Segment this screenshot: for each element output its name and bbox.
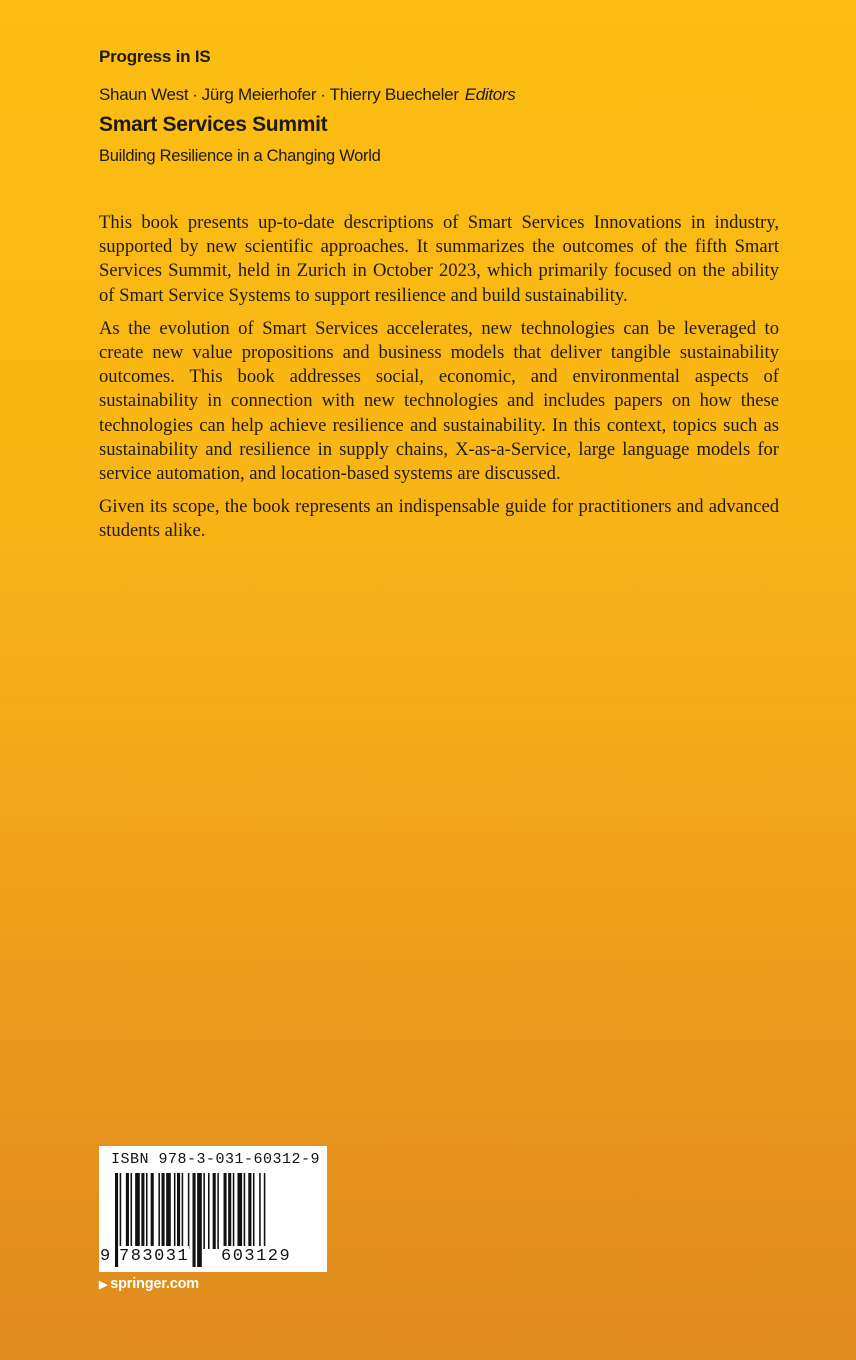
barcode-first-digit: 9 [100,1247,111,1266]
barcode-bar [217,1173,219,1249]
editor-name: Jürg Meierhofer [201,85,317,104]
book-subtitle: Building Resilience in a Changing World [99,147,381,165]
barcode-bar [158,1173,160,1249]
barcode-bar [233,1173,235,1249]
barcode-bar [188,1173,190,1249]
barcode-left-digits: 783031 [119,1247,190,1266]
book-description [99,211,779,553]
barcode-bar [135,1173,140,1249]
barcode-bar [244,1173,246,1249]
barcode-bar [224,1173,227,1249]
description-paragraph: Given its scope, the book represents an indispensable guide for practitioners and advanced students alike. [99,496,779,542]
book-title: Smart Services Summit [99,113,328,136]
barcode-bar [264,1173,266,1249]
editor-separator: · [192,85,198,104]
barcode-bar [203,1173,205,1249]
barcode-bar [141,1173,144,1249]
arrow-right-icon: ▶ [99,1278,108,1291]
editors-role: Editors [464,85,516,104]
barcode-bar [237,1173,242,1249]
isbn-label: ISBN 978-3-031-60312-9 [111,1151,321,1168]
publisher-website-link[interactable] [99,1276,199,1292]
barcode-bar [131,1173,133,1249]
editor-name: Thierry Buecheler [329,85,459,104]
isbn-barcode [99,1146,327,1272]
description-paragraph: As the evolution of Smart Services accelerates, new technologies can be leveraged to create new value propositions and business models that deliver tangible sustainability outcomes. This book addresses social, economic, and environmental aspects of sustainability in connection with new technologies and includes papers on how these technologies can help achieve resilience and sustainability. In this context, topics such as sustainability and resilience in supply chains, X-as-a-Service, large language models for service automation, and location-based systems are discussed. [99,317,779,485]
barcode-right-digits: 603129 [221,1247,292,1266]
barcode-bar [228,1173,231,1249]
barcode-bar [213,1173,216,1249]
barcode-bar [208,1173,210,1249]
editor-name: Shaun West [99,85,189,104]
barcode-digits [99,1246,327,1270]
publisher-website: springer.com [110,1276,199,1292]
description-paragraph: This book presents up-to-date descriptions of Smart Services Innovations in industry, supported by new scientific approaches. It summarizes the outcomes of the fifth Smart Services Summit, held in Zurich in October 2023, which primarily focused on the ability of Smart Service Systems to support resilience and build sustainability. [99,212,779,306]
barcode-bar [166,1173,171,1249]
barcode-bar [182,1173,184,1249]
series-name: Progress in IS [99,47,211,66]
barcode-bar [162,1173,165,1249]
barcode-bar [253,1173,255,1249]
editors-line [99,85,516,105]
barcode-bar [248,1173,251,1249]
barcode-bar [151,1173,154,1249]
barcode-bar [177,1173,180,1249]
barcode-bar [126,1173,129,1249]
barcode-bar [259,1173,261,1249]
editor-separator: · [320,85,326,104]
barcode-bar [174,1173,176,1249]
barcode-bar [146,1173,148,1249]
